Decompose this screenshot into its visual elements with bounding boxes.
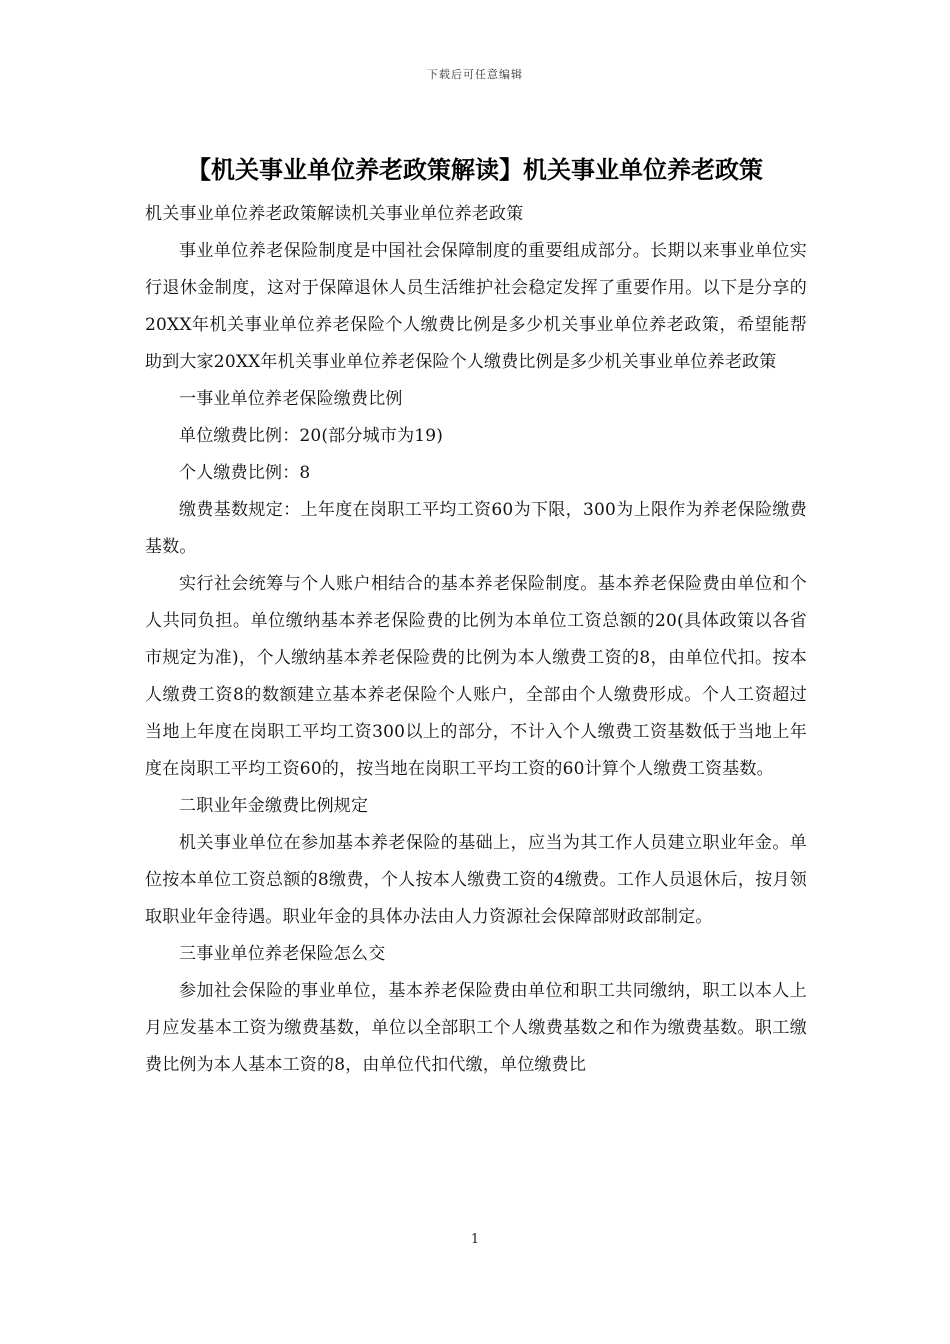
section-heading-1: 一事业单位养老保险缴费比例 (179, 389, 403, 409)
section-heading-2: 二职业年金缴费比例规定 (179, 796, 369, 816)
paragraph-subtitle: 机关事业单位养老政策解读机关事业单位养老政策 (145, 204, 524, 224)
document-body (145, 196, 807, 1084)
page-number: 1 (470, 1232, 480, 1247)
section-heading-3: 三事业单位养老保险怎么交 (179, 944, 386, 964)
paragraph-annuity: 机关事业单位在参加基本养老保险的基础上，应当为其工作人员建立职业年金。单位按本单位工资总额的8缴费，个人按本人缴费工资的4缴费。工作人员退休后，按月领取职业年金待遇。职业年金的具体办法由人力资源社会保障部财政部制定。 (145, 833, 807, 927)
paragraph-personal-rate: 个人缴费比例：8 (179, 463, 311, 483)
page-header-text: 下载后可任意编辑 (427, 68, 523, 81)
document-title: 【机关事业单位养老政策解读】机关事业单位养老政策 (187, 155, 763, 184)
paragraph-base-rule: 缴费基数规定：上年度在岗职工平均工资60为下限，300为上限作为养老保险缴费基数。 (145, 500, 807, 557)
paragraph-unit-rate: 单位缴费比例：20(部分城市为19) (179, 426, 444, 446)
paragraph-intro: 事业单位养老保险制度是中国社会保障制度的重要组成部分。长期以来事业单位实行退休金制度，这对于保障退休人员生活维护社会稳定发挥了重要作用。以下是分享的20XX年机关事业单位养老保险个人缴费比例是多少机关事业单位养老政策，希望能帮助到大家20XX年机关事业单位养老保险个人缴费比例是多少机关事业单位养老政策 (145, 241, 807, 372)
paragraph-how-to-pay: 参加社会保险的事业单位，基本养老保险费由单位和职工共同缴纳，职工以本人上月应发基本工资为缴费基数，单位以全部职工个人缴费基数之和作为缴费基数。职工缴费比例为本人基本工资的8，由单位代扣代缴，单位缴费比 (145, 981, 807, 1075)
paragraph-system: 实行社会统筹与个人账户相结合的基本养老保险制度。基本养老保险费由单位和个人共同负担。单位缴纳基本养老保险费的比例为本单位工资总额的20(具体政策以各省市规定为准)，个人缴纳基本养老保险费的比例为本人缴费工资的8，由单位代扣。按本人缴费工资8的数额建立基本养老保险个人账户，全部由个人缴费形成。个人工资超过当地上年度在岗职工平均工资300以上的部分，不计入个人缴费工资基数低于当地上年度在岗职工平均工资60的，按当地在岗职工平均工资的60计算个人缴费工资基数。 (145, 574, 807, 779)
